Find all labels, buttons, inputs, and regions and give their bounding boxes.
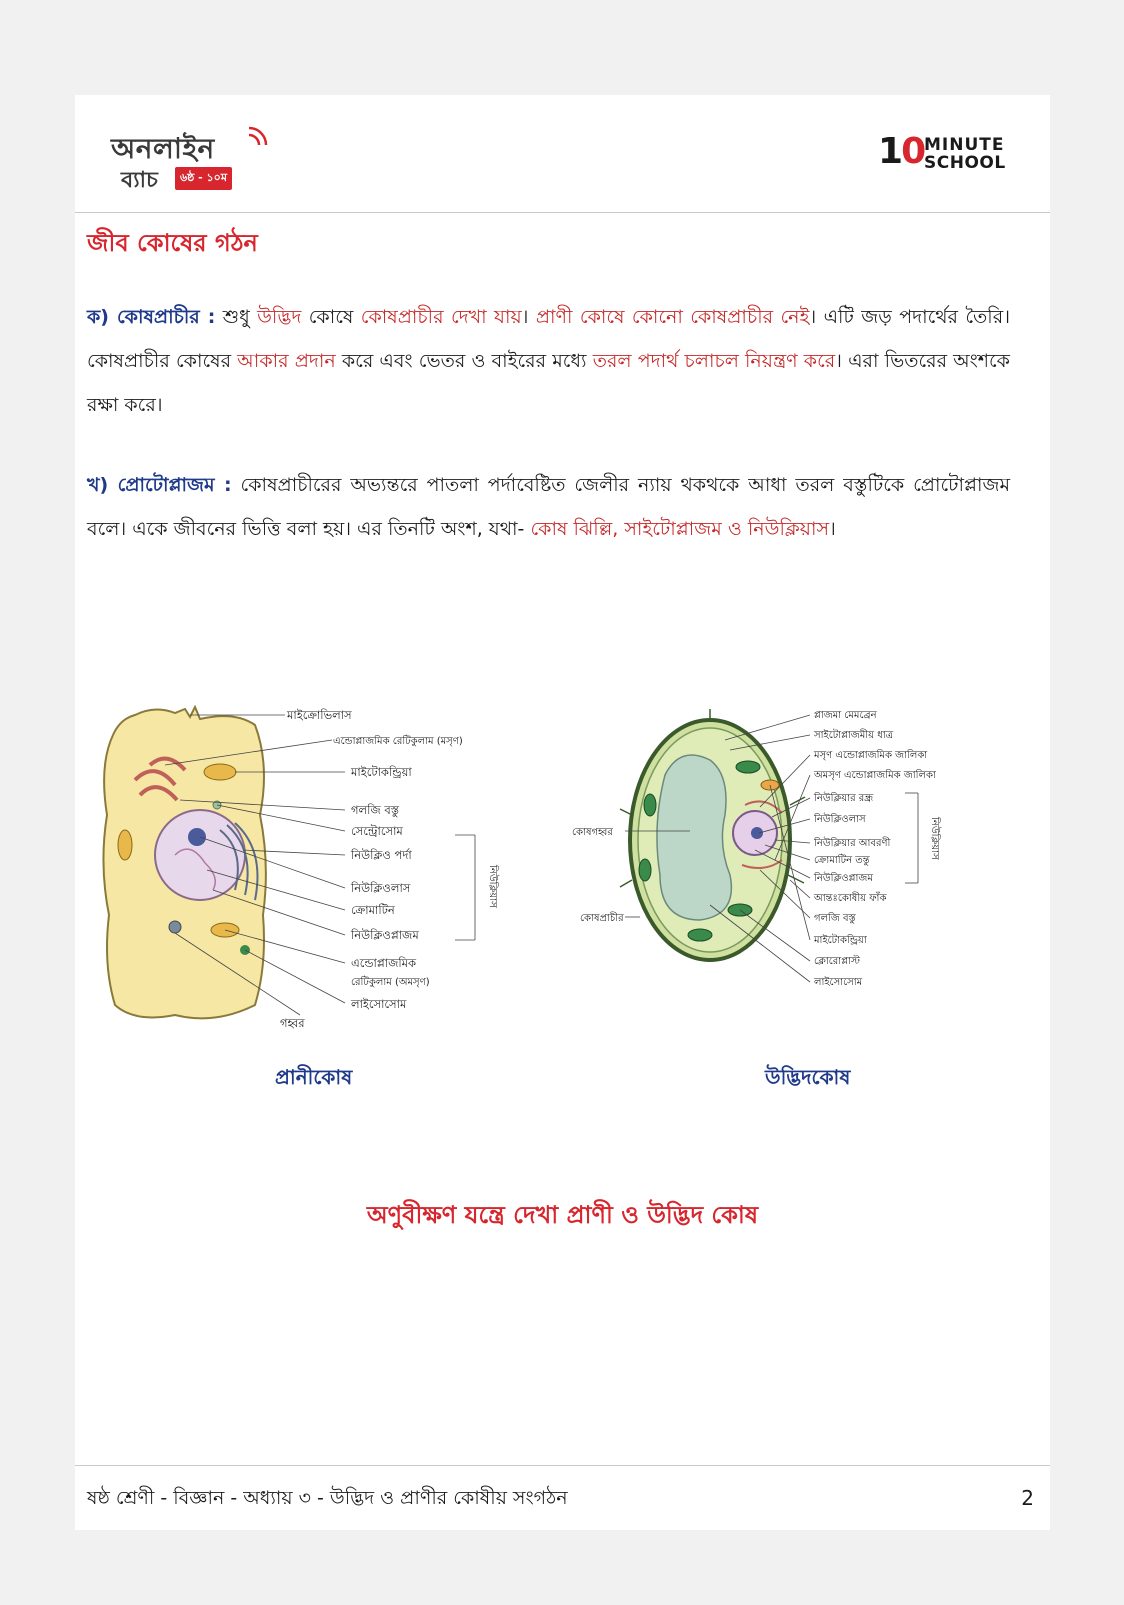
- logo-school: SCHOOL: [924, 153, 1006, 173]
- signal-icon: [245, 123, 275, 153]
- animal-label: লাইসোসোম: [351, 997, 407, 1011]
- animal-nucleus: [155, 810, 245, 900]
- plant-chloroplast: [639, 859, 651, 881]
- highlight-text: তরল পদার্থ চলাচল নিয়ন্ত্রণ করে: [592, 350, 836, 372]
- cell-wall-label: ক) কোষপ্রাচীর :: [87, 306, 216, 328]
- protoplasm-paragraph: [87, 463, 1010, 551]
- animal-cell-diagram: [95, 705, 535, 1055]
- plant-label: আন্তঃকোষীয় ফাঁক: [814, 893, 887, 904]
- plant-label: ক্লোরোপ্লাস্ট: [814, 956, 861, 967]
- animal-label: রেটিকুলাম (অমসৃণ): [351, 977, 430, 988]
- para-text: করে এবং ভেতর ও বাইরের মধ্যে: [335, 350, 593, 372]
- section-title: জীব কোষের গঠন: [87, 229, 258, 257]
- highlight-text: কোষ ঝিল্লি, সাইটোপ্লাজম ও নিউক্লিয়াস: [530, 518, 830, 540]
- plant-label: নিউক্লিয়ার রন্ধ্র: [814, 793, 874, 804]
- para-text: । এটি জড় পদার্থের তৈরি। কোষপ্রাচীর কোষের: [87, 306, 1010, 372]
- figure-caption: অণুবীক্ষণ যন্ত্রে দেখা প্রাণী ও উদ্ভিদ কোষ: [366, 1201, 759, 1229]
- plant-chloroplast: [688, 929, 712, 941]
- animal-mitochondrion: [118, 830, 132, 860]
- plant-left-label: কোষপ্রাচীর: [580, 913, 624, 924]
- page-header: [75, 95, 1050, 213]
- animal-label: গলজি বস্তু: [351, 803, 400, 817]
- plant-label: নিউক্লিওলাস: [814, 814, 866, 825]
- plant-label: লাইসোসোম: [814, 977, 863, 988]
- para-text: শুধু: [215, 306, 258, 328]
- plant-label: নিউক্লিওপ্লাজম: [814, 873, 873, 884]
- page-footer: [75, 1465, 1050, 1530]
- plant-label: মাইটোকন্ড্রিয়া: [814, 935, 867, 946]
- para-text: ।: [521, 306, 536, 328]
- logo-minute: MINUTE: [924, 135, 1005, 155]
- plant-cell-caption: উদ্ভিদকোষ: [765, 1065, 851, 1089]
- animal-label: এন্ডোপ্লাজমিক: [351, 956, 417, 970]
- animal-label: মাইক্রোভিলাস: [287, 708, 352, 722]
- animal-label: নিউক্লিওলাস: [351, 881, 411, 895]
- animal-label: মাইটোকন্ড্রিয়া: [351, 765, 412, 779]
- plant-vacuole: [657, 755, 731, 920]
- plant-label: প্লাজমা মেমব্রেন: [814, 710, 877, 721]
- animal-label: নিউক্লিও পর্দা: [351, 848, 412, 862]
- animal-label: গহ্বর: [280, 1016, 305, 1030]
- animal-nucleolus: [188, 828, 206, 846]
- para-text: কোষে: [301, 306, 361, 328]
- plant-label: অমসৃণ এন্ডোপ্লাজমিক জালিকা: [814, 770, 936, 781]
- animal-label: এন্ডোপ্লাজমিক রেটিকুলাম (মসৃণ): [333, 736, 463, 747]
- plant-label: সাইটোপ্লাজমীয় ধাত্র: [814, 730, 894, 741]
- plant-group-label: নিউক্লিয়াস: [929, 817, 940, 860]
- plant-label: মসৃণ এন্ডোপ্লাজমিক জালিকা: [814, 750, 928, 761]
- plant-left-label: কোষগহ্বর: [572, 827, 613, 838]
- logo-line2: ব্যাচ: [121, 168, 158, 193]
- animal-cell-caption: প্রানীকোষ: [275, 1065, 353, 1089]
- plant-nucleolus: [751, 827, 763, 839]
- page-number: 2: [1021, 1486, 1034, 1510]
- animal-label: নিউক্লিওপ্লাজম: [351, 928, 419, 942]
- document-page: [75, 95, 1050, 1530]
- highlight-text: আকার প্রদান: [237, 350, 336, 372]
- class-range-badge: ৬ষ্ঠ - ১০ম: [175, 167, 232, 190]
- animal-mitochondrion: [204, 764, 236, 780]
- ten-minute-school-logo: [878, 133, 1008, 177]
- para-text: কোষপ্রাচীরের অভ্যন্তরে পাতলা পর্দাবেষ্টিত জেলীর ন্যায় থকথকে আধা তরল বস্তুটিকে প্রোটোপ্লাজম বলে। একে জীবনের ভিত্তি বলা হয়। এর তিনটি অংশ, যথা-: [87, 474, 1010, 540]
- plant-label: নিউক্লিয়ার আবরণী: [814, 838, 891, 849]
- footer-chapter-text: ষষ্ঠ শ্রেণী - বিজ্ঞান - অধ্যায় ৩ - উদ্ভিদ ও প্রাণীর কোষীয় সংগঠন: [87, 1487, 568, 1509]
- animal-label: সেন্ট্রোসোম: [351, 824, 403, 838]
- plant-chloroplast: [736, 761, 760, 773]
- plant-label: গলজি বস্তু: [814, 913, 856, 924]
- para-text: ।: [829, 518, 836, 540]
- highlight-text: কোষপ্রাচীর দেখা যায়: [360, 306, 522, 328]
- plant-chloroplast: [644, 794, 656, 816]
- logo-line1: অনলাইন: [111, 132, 215, 165]
- protoplasm-label: খ) প্রোটোপ্লাজম :: [87, 474, 232, 496]
- para-text: । এরা ভিতরের অংশকে রক্ষা করে।: [87, 350, 1010, 416]
- plant-label: ক্রোমাটিন তন্তু: [814, 855, 870, 866]
- highlight-text: প্রাণী কোষে কোনো কোষপ্রাচীর নেই: [535, 306, 810, 328]
- highlight-text: উদ্ভিদ: [257, 306, 302, 328]
- cell-wall-paragraph: [87, 295, 1010, 427]
- online-batch-logo: [111, 123, 271, 193]
- plant-cell-diagram: [560, 705, 1030, 1005]
- animal-group-label: নিউক্লিয়াস: [487, 865, 498, 908]
- animal-label: ক্রোমাটিন: [351, 903, 395, 917]
- logo-ten: 10: [878, 131, 925, 172]
